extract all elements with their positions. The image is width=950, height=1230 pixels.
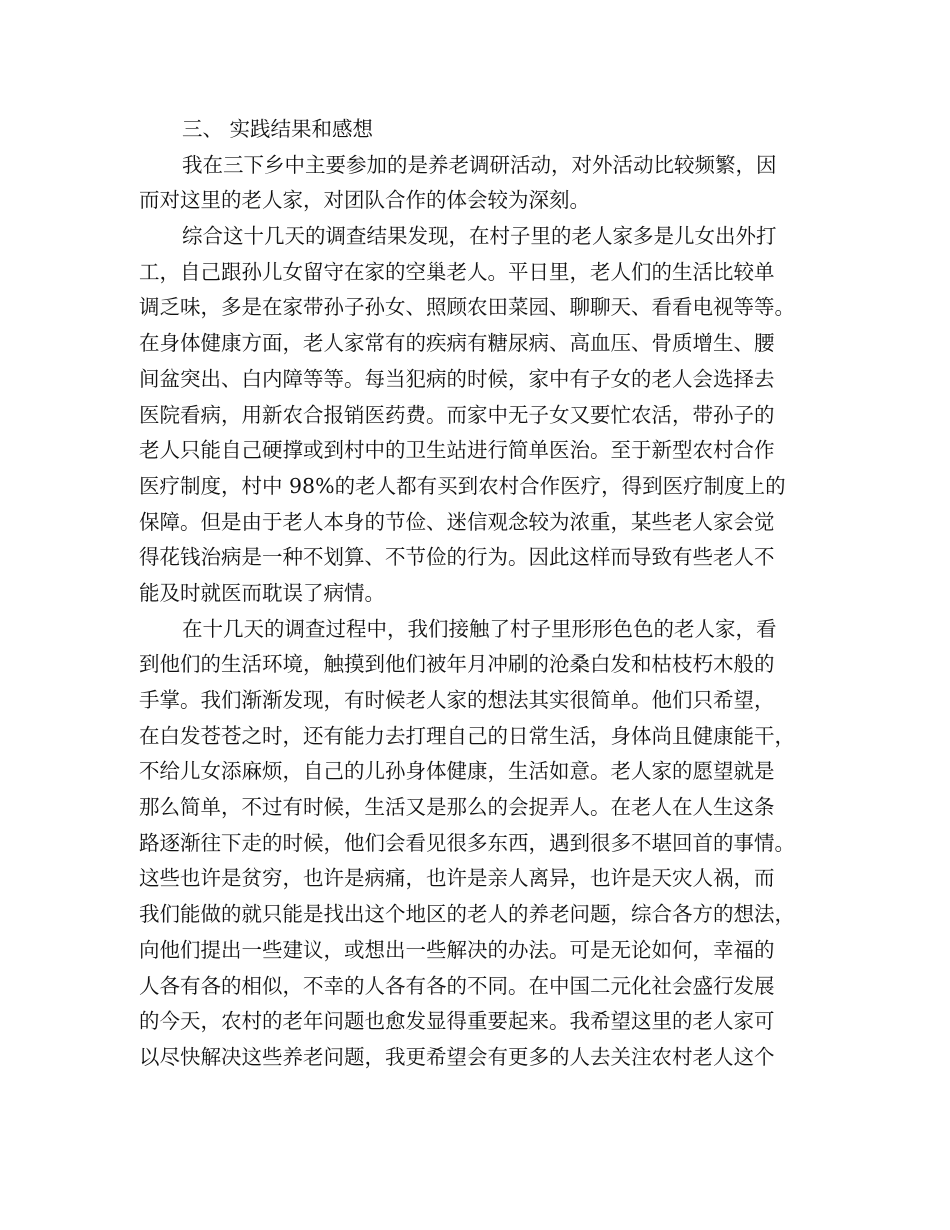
paragraph-line: 在身体健康方面，老人家常有的疾病有糖尿病、高血压、骨质增生、腰 <box>139 331 775 356</box>
section-heading: 三、 实践结果和感想 <box>182 117 374 141</box>
paragraph-line: 人各有各的相似，不幸的人各有各的不同。在中国二元化社会盛行发展 <box>139 973 775 998</box>
paragraph-line: 那么简单，不过有时候，生活又是那么的会捉弄人。在老人在人生这条 <box>139 795 775 820</box>
paragraph-line: 医院看病，用新农合报销医药费。而家中无子女又要忙农活，带孙子的 <box>139 402 775 427</box>
paragraph-1 <box>139 148 819 219</box>
paragraph-line: 这些也许是贫穷，也许是病痛，也许是亲人离异，也许是天灾人祸，而 <box>139 866 775 891</box>
paragraph-line: 调乏味，多是在家带孙子孙女、照顾农田菜园、聊聊天、看看电视等等。 <box>139 295 795 320</box>
paragraph-line: 向他们提出一些建议，或想出一些解决的办法。可是无论如何，幸福的 <box>139 937 775 962</box>
paragraph-line: 得花钱治病是一种不划算、不节俭的行为。因此这样而导致有些老人不 <box>139 545 775 570</box>
paragraph-line: 手掌。我们渐渐发现，有时候老人家的想法其实很简单。他们只希望， <box>139 688 775 712</box>
paragraph-line: 间盆突出、白内障等等。每当犯病的时候，家中有子女的老人会选择去 <box>139 366 775 391</box>
paragraph-line: 以尽快解决这些养老问题，我更希望会有更多的人去关注农村老人这个 <box>139 1044 775 1069</box>
paragraph-line: 我们能做的就只能是找出这个地区的老人的养老问题，综合各方的想法， <box>139 902 795 927</box>
paragraph-line: 我在三下乡中主要参加的是养老调研活动，对外活动比较频繁，因 <box>182 152 777 177</box>
paragraph-line: 保障。但是由于老人本身的节俭、迷信观念较为浓重，某些老人家会觉 <box>139 509 775 534</box>
paragraph-line: 到他们的生活环境，触摸到他们被年月冲刷的沧桑白发和枯枝朽木般的 <box>139 652 775 677</box>
paragraph-line: 医疗制度，村中 98%的老人都有买到农村合作医疗，得到医疗制度上的 <box>139 473 786 498</box>
paragraph-line: 综合这十几天的调查结果发现，在村子里的老人家多是儿女出外打 <box>182 224 777 249</box>
paragraph-line: 的今天，农村的老年问题也愈发显得重要起来。我希望这里的老人家可 <box>139 1009 775 1034</box>
paragraph-line: 不给儿女添麻烦，自己的儿孙身体健康，生活如意。老人家的愿望就是 <box>139 759 775 784</box>
paragraph-line: 路逐渐往下走的时候，他们会看见很多东西，遇到很多不堪回首的事情。 <box>139 830 795 855</box>
paragraph-line: 在白发苍苍之时，还有能力去打理自己的日常生活，身体尚且健康能干， <box>139 723 795 748</box>
paragraph-line: 在十几天的调查过程中，我们接触了村子里形形色色的老人家，看 <box>182 616 777 641</box>
paragraph-line: 能及时就医而耽误了病情。 <box>139 580 385 605</box>
paragraph-line: 而对这里的老人家，对团队合作的体会较为深刻。 <box>139 188 590 213</box>
paragraph-line: 工，自己跟孙儿女留守在家的空巢老人。平日里，老人们的生活比较单 <box>139 259 775 284</box>
document-body <box>139 112 819 1076</box>
paragraph-line: 老人只能自己硬撑或到村中的卫生站进行简单医治。至于新型农村合作 <box>139 438 775 463</box>
paragraph-2 <box>139 219 819 612</box>
paragraph-3 <box>139 612 819 1076</box>
